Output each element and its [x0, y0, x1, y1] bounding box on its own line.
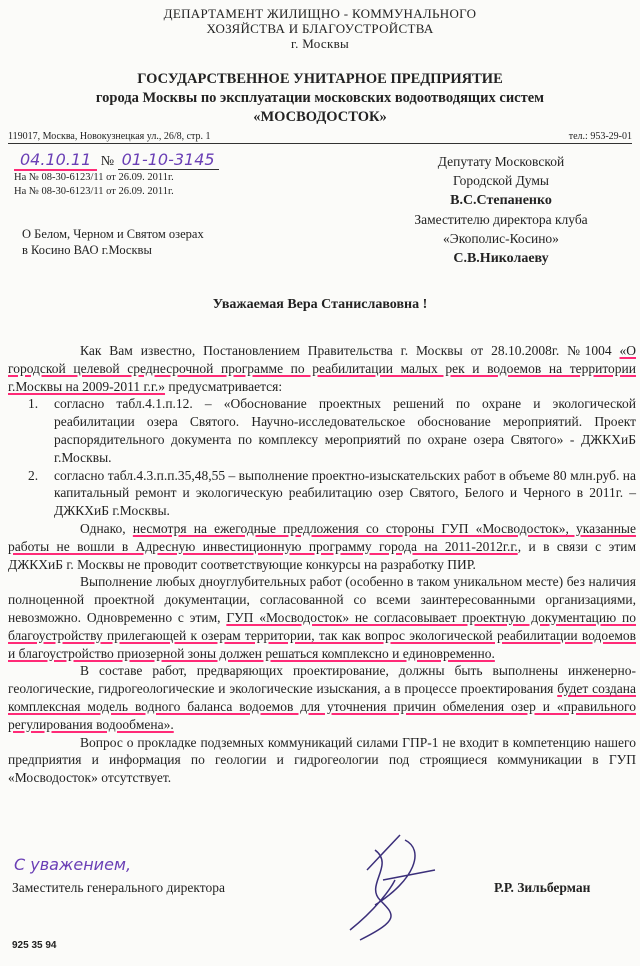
recipient-name-1: В.С.Степаненко [450, 193, 552, 208]
number-sign: № [100, 154, 115, 169]
handwritten-regards: С уважением, [14, 855, 132, 874]
address-line [8, 131, 632, 144]
paragraph-2: Однако, несмотря на ежегодные предложения со стороны ГУП «Мосводосток», указанные работы не вошли в Адресную инвестиционную программу города на 2011-2012г.г., и в связи с этим ДЖКХиБ г. Москвы не проводит соответствующие конкурсы на разработку ПИР. [8, 520, 636, 572]
list-item-2: 2. согласно табл.4.3.п.п.35,48,55 – выполнение проектно-изыскательских работ в объеме 80 млн.руб. на капитальный ремонт и экологическую реабилитацию озер Святого, Белого и Черного в 2011г. – ДЖКХиБ г.Москвы. [28, 467, 636, 519]
recipient-name-2: С.В.Николаеву [453, 251, 549, 266]
highlight-1: «О городской целевой среднесрочной программе по реабилитации малых рек и водоемов на территории г.Москвы на 2009-2011 г.г.» [8, 343, 636, 394]
paragraph-3: Выполнение любых дноуглубительных работ (особенно в таком уникальном месте) без наличия полноценной проектной документации, согласованной со всеми заинтересованными организациями, невозможно. Одновременно с этим, ГУП «Мосводосток» не согласовывает проектную документацию по благоустройству прилегающей к озерам территории, так как вопрос экологической реабилитации водоемов и благоустройство приозерной зоны должен решаться комплексно и единовременно. [8, 574, 636, 661]
subject [22, 226, 204, 258]
dept-line-3: г. Москвы [290, 36, 350, 51]
registration-number: 01-10-3145 [118, 150, 219, 170]
registration-date: 04.10.11 [14, 150, 97, 171]
highlight-4: будет создана комплексная модель водного баланса водоемов для уточнения причин обмеления озер и «правильного регулирования водообмена». [8, 681, 636, 732]
department-name [0, 6, 640, 51]
org-line-1: ГОСУДАРСТВЕННОЕ УНИТАРНОЕ ПРЕДПРИЯТИЕ [137, 71, 503, 87]
handwritten-signature [305, 810, 455, 950]
registration-line [14, 150, 219, 170]
dept-line-1: ДЕПАРТАМЕНТ ЖИЛИЩНО - КОММУНАЛЬНОГО [163, 6, 477, 21]
paragraph-4: В составе работ, предваряющих проектирование, должны быть выполнены инженерно-геологические, гидрогеологические и экологические изыскания, а в процессе проектирования будет создана комплексная модель водного баланса водоемов для уточнения причин обмеления озер и «правильного регулирования водообмена». [8, 663, 636, 732]
signatory-name: Р.Р. Зильберман [494, 880, 591, 895]
org-phone: тел.: 953-29-01 [568, 131, 632, 142]
dept-line-2: ХОЗЯЙСТВА И БЛАГОУСТРОЙСТВА [206, 21, 434, 36]
list-item-1: 1. согласно табл.4.1.п.12. – «Обоснование проектных решений по охране и экологической реабилитации озера Святого. Научно-исследовательское обоснование мероприятий. Проект распорядительного документа по комплексу мероприятий по охране озера Святого» - ДЖКХиБ г.Москвы. [28, 396, 636, 465]
paragraph-1: Как Вам известно, Постановлением Правительства г. Москвы от 28.10.2008г. №1004 «О городской целевой среднесрочной программе по реабилитации малых рек и водоемов на территории г.Москвы на 2009-2011 г.г.» предусматривается: [8, 343, 636, 394]
reference-1: На № 08-30-6123/11 от 26.09. 2011г. [14, 172, 174, 183]
org-line-2: города Москвы по эксплуатации московских водоотводящих систем [95, 90, 545, 106]
paragraph-5: Вопрос о прокладке подземных коммуникаций силами ГПР-1 не входит в компетенцию нашего предприятия и информация по геологии и гидрогеологии под строящиеся коммуникации в ГУП «Мосводосток» отсутствует. [8, 734, 636, 786]
highlight-3: ГУП «Мосводосток» не согласовывает проектную документацию по благоустройству прилегающей к озерам территории, так как вопрос экологической реабилитации водоемов и благоустройство приозерной зоны должен решаться комплексно и единовременно. [8, 609, 636, 661]
letter-body [8, 342, 636, 787]
contact-phone: 925 35 94 [12, 940, 57, 951]
address: 119017, Москва, Новокузнецкая ул., 26/8, стр. 1 [8, 131, 211, 142]
organization-name [0, 70, 640, 127]
signatory-position: Заместитель генерального директора [12, 880, 225, 895]
recipient-line-1: Депутату Московской [437, 154, 565, 169]
org-line-3: «МОСВОДОСТОК» [253, 109, 387, 125]
recipient-line-3: Заместителю директора клуба [414, 212, 588, 227]
highlight-2: несмотря на ежегодные предложения со стороны ГУП «Мосводосток», указанные работы не вошли в Адресную инвестиционную программу города на 2011-2012г.г. [8, 520, 636, 554]
reference-2: На № 08-30-6123/11 от 26.09. 2011г. [14, 186, 174, 197]
greeting: Уважаемая Вера Станиславовна ! [212, 297, 428, 312]
recipient-block [370, 152, 632, 268]
recipient-line-2: Городской Думы [453, 173, 549, 188]
recipient-line-4: «Экополис-Косино» [443, 231, 559, 246]
subject-line-2: в Косино ВАО г.Москвы [22, 243, 152, 257]
subject-line-1: О Белом, Черном и Святом озерах [22, 227, 204, 241]
